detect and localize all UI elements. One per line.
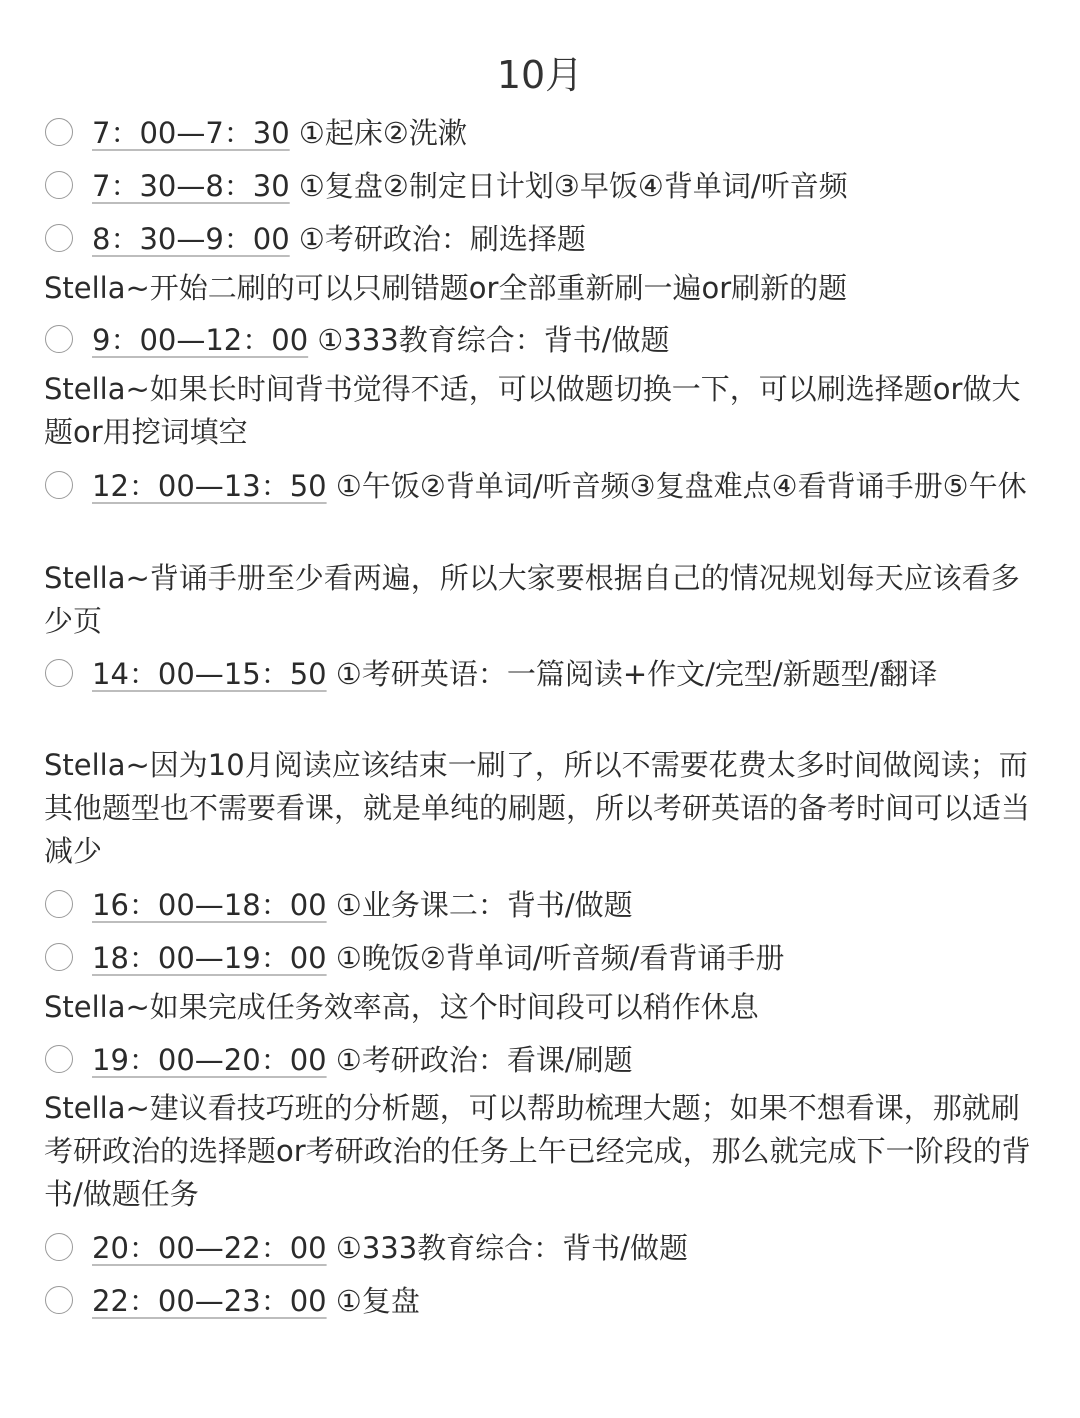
checkbox-circle-icon[interactable] xyxy=(45,118,73,146)
task-item xyxy=(44,937,1044,980)
note-text: Stella~如果完成任务效率高，这个时间段可以稍作休息 xyxy=(44,990,759,1024)
task-text: ①复盘②制定日计划③早饭④背单词/听音频 xyxy=(289,169,848,203)
task-text: ①考研政治：刷选择题 xyxy=(289,222,586,256)
task-time: 7：30—8：30 xyxy=(92,169,290,203)
checkbox-circle-icon[interactable] xyxy=(45,224,73,252)
note-text: Stella~如果长时间背书觉得不适，可以做题切换一下，可以刷选择题or做大题or用挖词填空 xyxy=(44,372,1021,449)
task-text: ①起床②洗漱 xyxy=(289,116,467,150)
task-text: ①复盘 xyxy=(326,1284,420,1318)
checkbox-circle-icon[interactable] xyxy=(45,471,73,499)
task-time: 8：30—9：00 xyxy=(92,222,290,256)
task-time: 22：00—23：00 xyxy=(92,1284,327,1318)
task-text: ①午饭②背单词/听音频③复盘难点④看背诵手册⑤午休 xyxy=(326,469,1027,503)
task-time: 14：00—15：50 xyxy=(92,657,327,691)
task-time: 7：00—7：30 xyxy=(92,116,290,150)
checkbox-circle-icon[interactable] xyxy=(45,890,73,918)
task-item xyxy=(44,465,1044,508)
task-item xyxy=(44,1280,1044,1323)
task-item xyxy=(44,1227,1044,1270)
task-time: 19：00—20：00 xyxy=(92,1043,327,1077)
page-title: 10月 xyxy=(496,53,584,97)
task-time: 12：00—13：50 xyxy=(92,469,327,503)
task-item xyxy=(44,653,1044,696)
task-item xyxy=(44,218,1044,261)
checkbox-circle-icon[interactable] xyxy=(45,659,73,687)
task-item xyxy=(44,165,1044,208)
checkbox-circle-icon[interactable] xyxy=(45,1286,73,1314)
note-text: Stella~建议看技巧班的分析题，可以帮助梳理大题；如果不想看课，那就刷考研政治的选择题or考研政治的任务上午已经完成，那么就完成下一阶段的背书/做题任务 xyxy=(44,1091,1031,1211)
checkbox-circle-icon[interactable] xyxy=(45,171,73,199)
checkbox-circle-icon[interactable] xyxy=(45,1045,73,1073)
task-text: ①考研英语：一篇阅读+作文/完型/新题型/翻译 xyxy=(326,657,938,691)
task-item xyxy=(44,884,1044,927)
checkbox-circle-icon[interactable] xyxy=(45,1233,73,1261)
task-time: 16：00—18：00 xyxy=(92,888,327,922)
note-text: Stella~背诵手册至少看两遍，所以大家要根据自己的情况规划每天应该看多少页 xyxy=(44,561,1020,638)
task-text: ①333教育综合：背书/做题 xyxy=(308,323,670,357)
checkbox-circle-icon[interactable] xyxy=(45,325,73,353)
task-time: 20：00—22：00 xyxy=(92,1231,327,1265)
task-time: 9：00—12：00 xyxy=(92,323,309,357)
task-item xyxy=(44,319,1044,362)
checkbox-circle-icon[interactable] xyxy=(45,943,73,971)
task-text: ①业务课二：背书/做题 xyxy=(326,888,633,922)
task-text: ①考研政治：看课/刷题 xyxy=(326,1043,633,1077)
note-text: Stella~因为10月阅读应该结束一刷了，所以不需要花费太多时间做阅读；而其他题型也不需要看课，就是单纯的刷题，所以考研英语的备考时间可以适当减少 xyxy=(44,748,1031,868)
note-text: Stella~开始二刷的可以只刷错题or全部重新刷一遍or刷新的题 xyxy=(44,271,848,305)
task-text: ①333教育综合：背书/做题 xyxy=(326,1231,688,1265)
task-item xyxy=(44,112,1044,155)
task-item xyxy=(44,1039,1044,1082)
task-time: 18：00—19：00 xyxy=(92,941,327,975)
task-text: ①晚饭②背单词/听音频/看背诵手册 xyxy=(326,941,785,975)
